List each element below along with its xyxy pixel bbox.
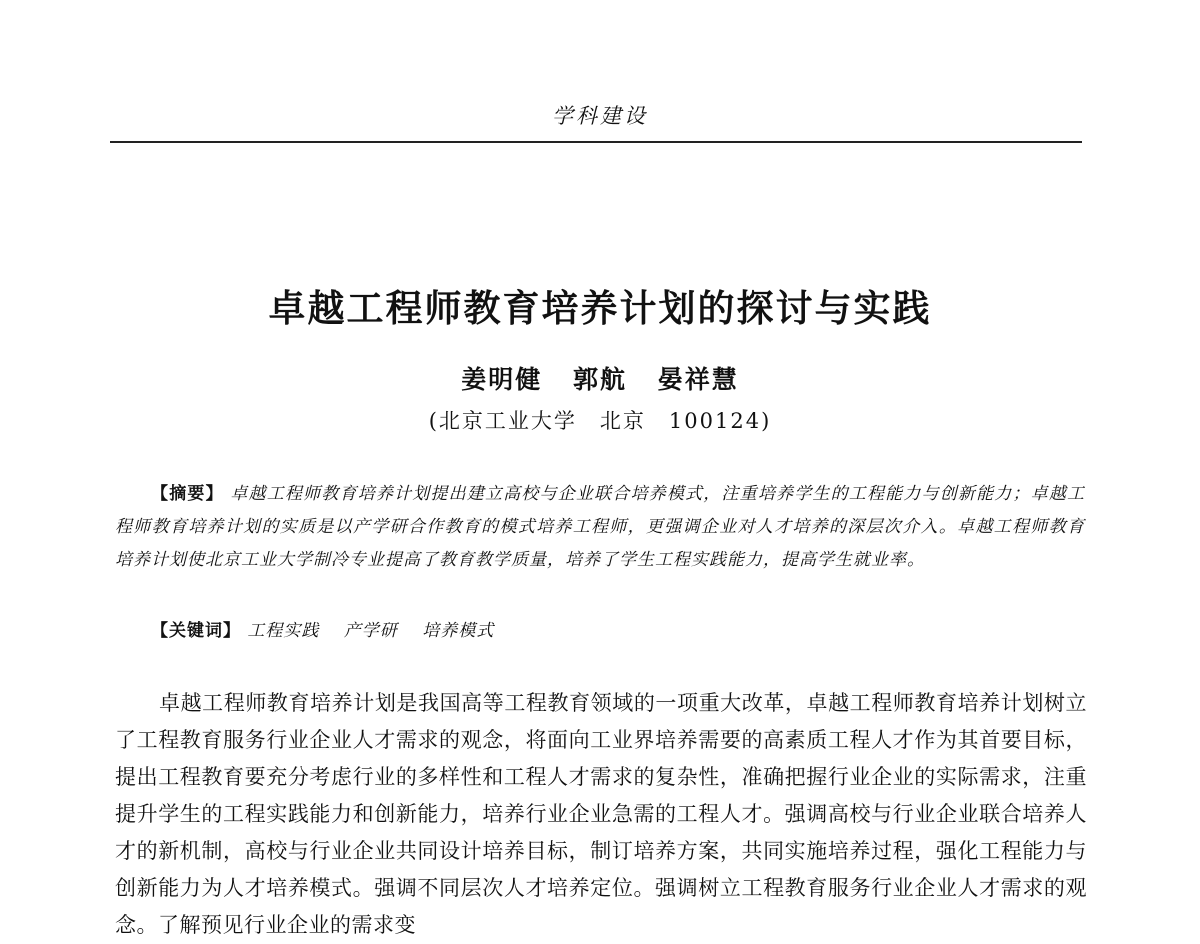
- body-paragraph: 卓越工程师教育培养计划是我国高等工程教育领域的一项重大改革，卓越工程师教育培养计划树立了工程教育服务行业企业人才需求的观念，将面向工业界培养需要的高素质工程人才作为其首要目标，提出工程教育要充分考虑行业的多样性和工程人才需求的复杂性，准确把握行业企业的实际需求，注重提升学生的工程实践能力和创新能力，培养行业企业急需的工程人才。强调高校与行业企业联合培养人才的新机制，高校与行业企业共同设计培养目标，制订培养方案，共同实施培养过程，强化工程能力与创新能力为人才培养模式。强调不同层次人才培养定位。强调树立工程教育服务行业企业人才需求的观念。了解预见行业企业的需求变: [115, 691, 1087, 937]
- affiliation: (北京工业大学 北京 100124): [428, 409, 772, 433]
- article-title: 卓越工程师教育培养计划的探讨与实践: [268, 287, 932, 330]
- keywords-label: 【关键词】: [151, 621, 241, 641]
- author-name: 郭航: [572, 365, 627, 394]
- keyword: 产学研: [343, 621, 398, 641]
- abstract-label: 【摘要】: [151, 484, 224, 504]
- keyword: 培养模式: [422, 621, 495, 641]
- header-rule: [110, 141, 1082, 143]
- keywords: [151, 616, 512, 641]
- abstract-text: 卓越工程师教育培养计划提出建立高校与企业联合培养模式，注重培养学生的工程能力与创新能力；卓越工程师教育培养计划的实质是以产学研合作教育的模式培养工程师，更强调企业对人才培养的深层次介入。卓越工程师教育培养计划使北京工业大学制冷专业提高了教育教学质量，培养了学生工程实践能力，提高学生就业率。: [115, 484, 1086, 570]
- author-list: [0, 360, 1200, 396]
- keyword: 工程实践: [247, 621, 320, 641]
- author-name: 姜明健: [461, 365, 543, 394]
- section-header: 学科建设: [552, 104, 648, 128]
- author-name: 晏祥慧: [657, 365, 739, 394]
- abstract: [115, 478, 1085, 577]
